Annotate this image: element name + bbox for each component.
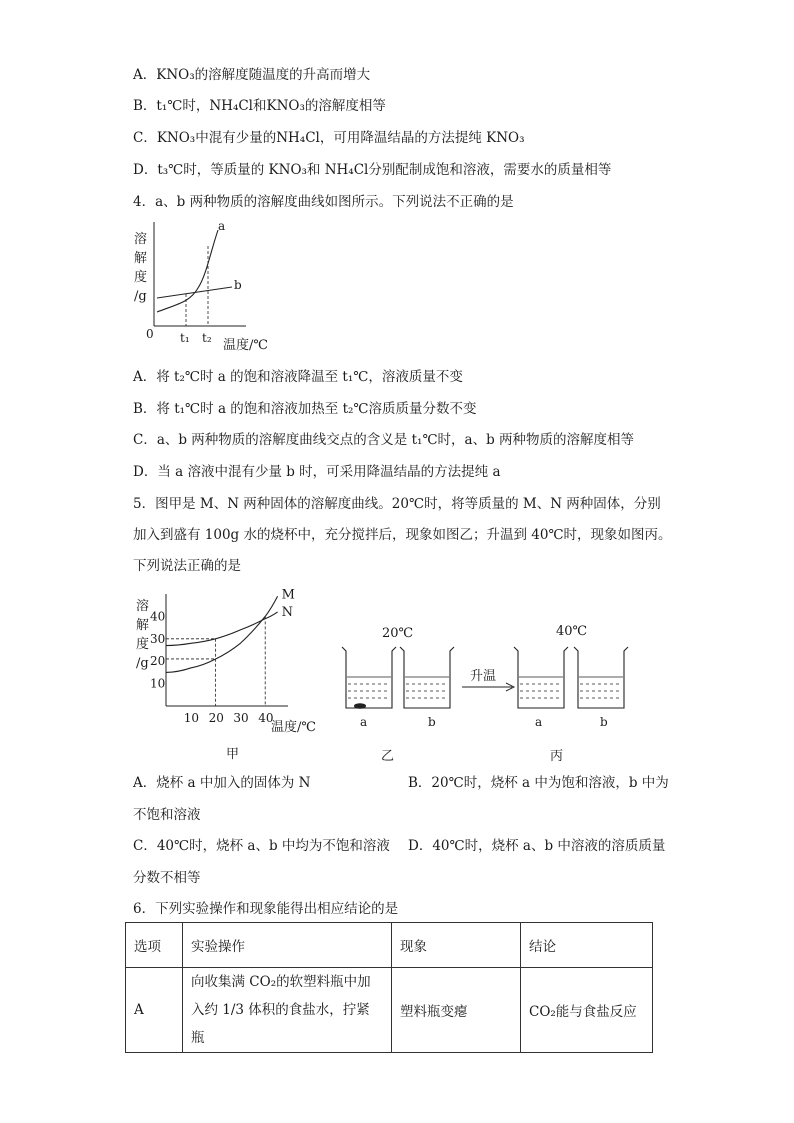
jia-x-tick-10: 10: [183, 711, 200, 725]
q4-option-a: A．将 t₂℃时 a 的饱和溶液降温至 t₁℃，溶液质量不变: [133, 369, 463, 385]
q5-option-d-continued: 分数不相等: [133, 870, 201, 886]
q3-option-b: B．t₁℃时，NH₄Cl和KNO₃的溶解度相等: [133, 98, 386, 114]
q5-stem-line1: 5．图甲是 M、N 两种固体的溶解度曲线。20℃时，将等质量的 M、N 两种固体，分别: [133, 496, 661, 512]
row-a-operation: [183, 968, 392, 1053]
q4-tick-t2: t₂: [202, 331, 212, 345]
bing-temp-label: 40℃: [556, 624, 588, 639]
jia-ylabel-1: 溶: [136, 599, 150, 614]
beaker-yi-b: [400, 647, 454, 708]
q4-ylabel-3: 度: [134, 270, 148, 285]
jia-xlabel: 温度/℃: [271, 720, 316, 735]
q4-curve-a-label: a: [218, 219, 226, 233]
jia-ylabel-4: /g: [136, 656, 149, 671]
q6-experiment-table: [125, 922, 653, 1053]
beaker-bing-a: [514, 647, 568, 708]
jia-caption: 甲: [226, 747, 240, 762]
q5-chart-jia: [128, 588, 328, 768]
jia-curve-label-N: N: [281, 604, 293, 620]
q4-option-c: C．a、b 两种物质的溶解度曲线交点的含义是 t₁℃时，a、b 两种物质的溶解度相等: [133, 432, 635, 448]
arrow-label: 升温: [470, 669, 497, 684]
q4-solubility-figure: [128, 218, 288, 358]
q4-ylabel-1: 溶: [134, 232, 148, 247]
q5-option-a: A．烧杯 a 中加入的固体为 N: [133, 775, 311, 791]
jia-ylabel-3: 度: [136, 637, 150, 652]
q5-option-b: B．20℃时，烧杯 a 中为饱和溶液，b 中为: [408, 775, 669, 791]
q5-option-d: D．40℃时，烧杯 a、b 中溶液的溶质质量: [408, 838, 666, 854]
q5-stem-line2: 加入到盛有 100g 水的烧杯中，充分搅拌后，现象如图乙；升温到 40℃时，现象如图丙。: [133, 527, 672, 543]
jia-ylabel-2: 解: [136, 618, 150, 633]
yi-temp-label: 20℃: [382, 626, 414, 641]
header-operation: 实验操作: [183, 923, 392, 968]
q5-beakers-figure: [330, 615, 650, 770]
undissolved-solid: [354, 703, 366, 709]
yi-caption: 乙: [381, 749, 395, 764]
q4-tick-t1: t₁: [180, 331, 190, 345]
jia-x-tick-40: 40: [258, 711, 274, 725]
header-conclusion: 结论: [521, 923, 653, 968]
q6-stem: 6．下列实验操作和现象能得出相应结论的是: [133, 901, 399, 917]
q4-ylabel-2: 解: [134, 251, 148, 266]
q4-stem: 4．a、b 两种物质的溶解度曲线如图所示。下列说法不正确的是: [133, 194, 514, 210]
jia-y-tick-10: 10: [150, 676, 166, 691]
jia-curve-N: [166, 612, 278, 646]
jia-x-tick-30: 30: [233, 711, 249, 725]
row-a-operation-line2: 入约 1/3 体积的食盐水，拧紧瓶: [191, 1002, 370, 1046]
jia-curve-M: [166, 596, 278, 672]
row-a-option: A: [126, 968, 183, 1053]
bing-label-a: a: [535, 715, 543, 729]
beaker-bing-b: [574, 647, 628, 708]
q3-option-d: D．t₃℃时，等质量的 KNO₃和 NH₄Cl分别配制成饱和溶液，需要水的质量相等: [133, 162, 612, 178]
q4-option-d: D．当 a 溶液中混有少量 b 时，可采用降温结晶的方法提纯 a: [133, 464, 501, 480]
q4-curve-b-label: b: [234, 278, 242, 292]
jia-y-tick-40: 40: [150, 609, 166, 624]
header-phenomenon: 现象: [392, 923, 521, 968]
q3-option-a: A．KNO₃的溶解度随温度的升高而增大: [133, 67, 371, 83]
yi-label-a: a: [360, 715, 368, 729]
q4-ylabel-4: /g: [134, 289, 147, 304]
header-option: 选项: [126, 923, 183, 968]
row-a-operation-line1: 向收集满 CO₂的软塑料瓶中加: [191, 974, 371, 990]
yi-label-b: b: [428, 715, 436, 729]
table-row: [126, 968, 653, 1053]
row-a-phenomenon: 塑料瓶变瘪: [392, 968, 521, 1053]
q4-xlabel: 温度/℃: [223, 338, 268, 353]
table-header-row: [126, 923, 653, 968]
q5-stem-line3: 下列说法正确的是: [133, 558, 241, 574]
q4-curve-a: [157, 230, 218, 312]
q5-option-c: C．40℃时，烧杯 a、b 中均为不饱和溶液: [133, 838, 390, 854]
q5-option-b-continued: 不饱和溶液: [133, 807, 201, 823]
q4-origin: 0: [146, 327, 154, 341]
jia-x-tick-20: 20: [208, 711, 224, 725]
q4-option-b: B．将 t₁℃时 a 的饱和溶液加热至 t₂℃溶质质量分数不变: [133, 401, 477, 417]
jia-y-tick-20: 20: [150, 654, 166, 669]
beaker-yi-a: [342, 647, 396, 709]
q4-curve-b: [157, 287, 232, 298]
bing-caption: 丙: [550, 749, 564, 764]
q3-option-c: C．KNO₃中混有少量的NH₄Cl，可用降温结晶的方法提纯 KNO₃: [133, 130, 525, 146]
jia-y-tick-30: 30: [150, 631, 166, 646]
bing-label-b: b: [600, 715, 608, 729]
jia-curve-label-M: M: [281, 588, 295, 603]
row-a-conclusion: CO₂能与食盐反应: [521, 968, 653, 1053]
